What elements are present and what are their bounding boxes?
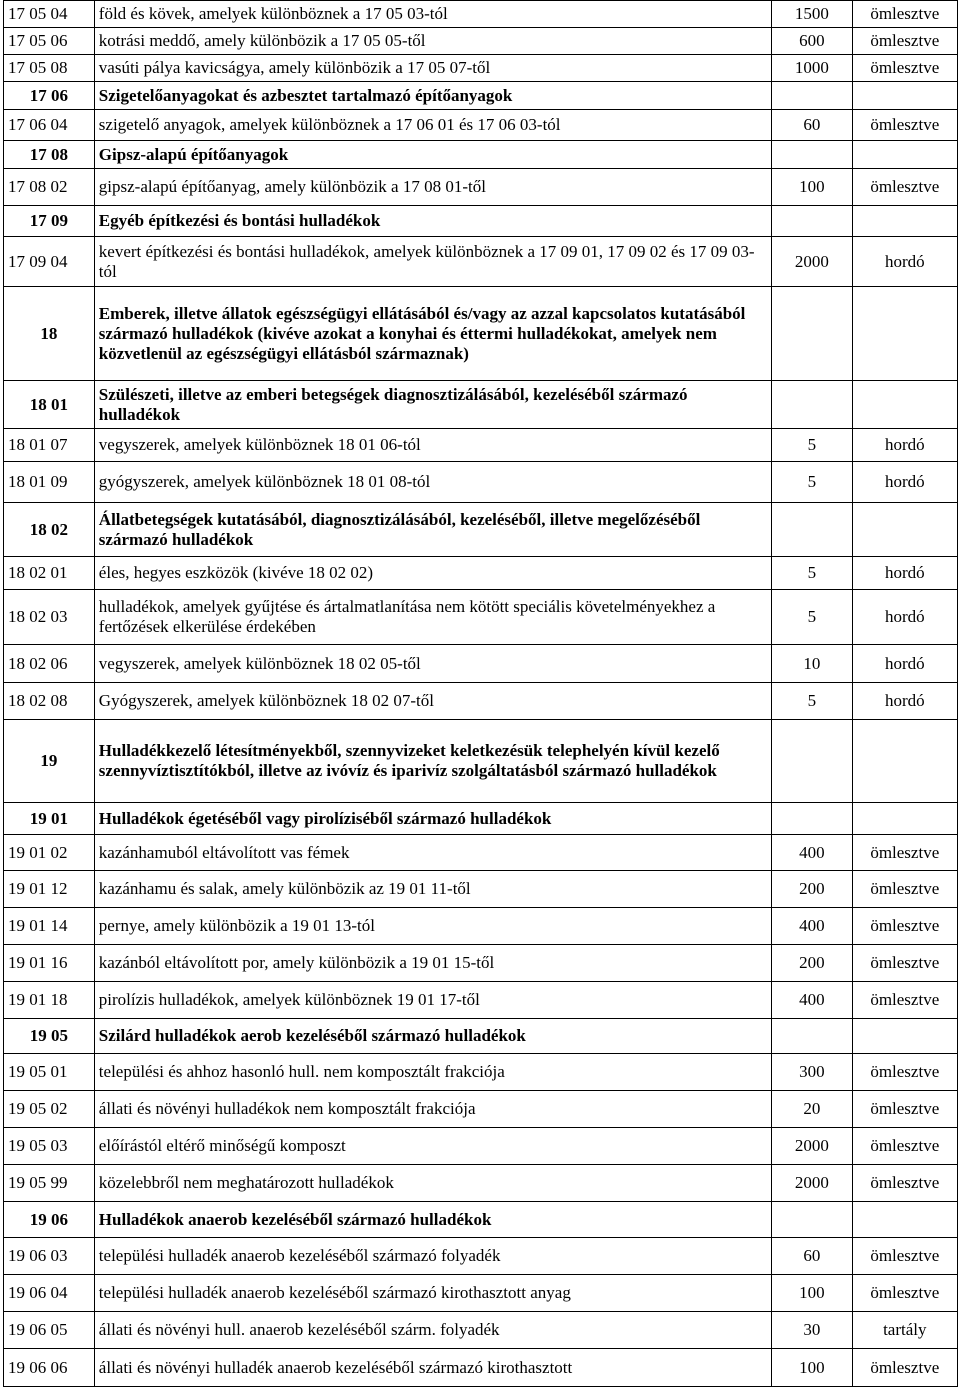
storage-unit: hordó <box>852 683 957 720</box>
waste-code: 19 05 03 <box>4 1128 95 1165</box>
waste-quantity: 10 <box>772 645 852 683</box>
waste-table-body <box>4 1 958 1387</box>
waste-item-row <box>4 1312 958 1349</box>
waste-description: Egyéb építkezési és bontási hulladékok <box>94 206 771 237</box>
storage-unit <box>852 206 957 237</box>
waste-quantity: 5 <box>772 557 852 590</box>
storage-unit <box>852 82 957 110</box>
storage-unit: ömlesztve <box>852 55 957 82</box>
category-header-row <box>4 206 958 237</box>
waste-code: 19 <box>4 720 95 803</box>
waste-item-row <box>4 945 958 982</box>
waste-quantity: 2000 <box>772 1165 852 1202</box>
waste-item-row <box>4 110 958 141</box>
storage-unit: hordó <box>852 645 957 683</box>
waste-code: 19 01 02 <box>4 835 95 871</box>
waste-code: 19 06 04 <box>4 1275 95 1312</box>
waste-description: települési hulladék anaerob kezeléséből származó kirothasztott anyag <box>94 1275 771 1312</box>
waste-description: települési hulladék anaerob kezeléséből származó folyadék <box>94 1238 771 1275</box>
storage-unit <box>852 720 957 803</box>
waste-code: 17 08 02 <box>4 169 95 206</box>
waste-code: 18 01 07 <box>4 429 95 462</box>
waste-item-row <box>4 1 958 28</box>
waste-description: állati és növényi hulladék anaerob kezeléséből származó kirothasztott <box>94 1349 771 1387</box>
waste-quantity: 100 <box>772 1349 852 1387</box>
storage-unit: ömlesztve <box>852 1275 957 1312</box>
storage-unit: tartály <box>852 1312 957 1349</box>
waste-item-row <box>4 645 958 683</box>
waste-code: 19 01 18 <box>4 982 95 1019</box>
storage-unit <box>852 803 957 835</box>
waste-quantity: 2000 <box>772 237 852 287</box>
waste-description: gyógyszerek, amelyek különböznek 18 01 08-tól <box>94 462 771 503</box>
waste-item-row <box>4 1054 958 1091</box>
waste-description: Szigetelőanyagokat és azbesztet tartalmazó építőanyagok <box>94 82 771 110</box>
waste-quantity: 400 <box>772 982 852 1019</box>
waste-description: kazánból eltávolított por, amely különbözik a 19 01 15-től <box>94 945 771 982</box>
waste-code: 18 02 03 <box>4 590 95 645</box>
waste-code: 19 05 <box>4 1019 95 1054</box>
waste-quantity: 600 <box>772 28 852 55</box>
waste-description: kazánhamuból eltávolított vas fémek <box>94 835 771 871</box>
waste-quantity: 5 <box>772 590 852 645</box>
waste-code: 19 06 05 <box>4 1312 95 1349</box>
waste-code: 18 02 <box>4 503 95 557</box>
waste-item-row <box>4 1275 958 1312</box>
waste-quantity: 60 <box>772 1238 852 1275</box>
waste-quantity <box>772 141 852 169</box>
waste-code: 18 02 01 <box>4 557 95 590</box>
waste-code: 17 05 04 <box>4 1 95 28</box>
waste-code: 19 01 14 <box>4 908 95 945</box>
storage-unit: hordó <box>852 237 957 287</box>
waste-quantity: 100 <box>772 1275 852 1312</box>
waste-quantity <box>772 803 852 835</box>
storage-unit <box>852 381 957 429</box>
waste-code: 18 <box>4 287 95 381</box>
waste-description: közelebbről nem meghatározott hulladékok <box>94 1165 771 1202</box>
waste-code: 18 02 08 <box>4 683 95 720</box>
waste-item-row <box>4 871 958 908</box>
waste-description: pernye, amely különbözik a 19 01 13-tól <box>94 908 771 945</box>
waste-description: pirolízis hulladékok, amelyek különböznek 19 01 17-től <box>94 982 771 1019</box>
waste-quantity: 2000 <box>772 1128 852 1165</box>
waste-item-row <box>4 237 958 287</box>
waste-description: hulladékok, amelyek gyűjtése és ártalmatlanítása nem kötött speciális követelményekhez a fertőzések elkerülése érdekében <box>94 590 771 645</box>
storage-unit: ömlesztve <box>852 110 957 141</box>
storage-unit: ömlesztve <box>852 28 957 55</box>
waste-description: gipsz-alapú építőanyag, amely különbözik a 17 08 01-től <box>94 169 771 206</box>
waste-item-row <box>4 1238 958 1275</box>
storage-unit: ömlesztve <box>852 1238 957 1275</box>
waste-quantity <box>772 503 852 557</box>
waste-item-row <box>4 1091 958 1128</box>
waste-quantity: 1000 <box>772 55 852 82</box>
waste-code: 17 06 04 <box>4 110 95 141</box>
waste-code: 17 09 <box>4 206 95 237</box>
waste-quantity <box>772 1019 852 1054</box>
category-header-row <box>4 503 958 557</box>
waste-code: 17 05 08 <box>4 55 95 82</box>
waste-item-row <box>4 429 958 462</box>
waste-description: kotrási meddő, amely különbözik a 17 05 05-től <box>94 28 771 55</box>
storage-unit: ömlesztve <box>852 1349 957 1387</box>
category-header-row <box>4 141 958 169</box>
waste-quantity <box>772 82 852 110</box>
storage-unit: ömlesztve <box>852 982 957 1019</box>
waste-quantity <box>772 720 852 803</box>
waste-description: vasúti pálya kavicságya, amely különbözik a 17 05 07-től <box>94 55 771 82</box>
category-header-row <box>4 1202 958 1238</box>
waste-item-row <box>4 462 958 503</box>
category-header-row <box>4 803 958 835</box>
storage-unit <box>852 287 957 381</box>
waste-item-row <box>4 1128 958 1165</box>
waste-quantity: 200 <box>772 871 852 908</box>
storage-unit: ömlesztve <box>852 1165 957 1202</box>
waste-item-row <box>4 982 958 1019</box>
waste-code: 19 06 03 <box>4 1238 95 1275</box>
waste-quantity: 400 <box>772 908 852 945</box>
waste-description: Szülészeti, illetve az emberi betegségek diagnosztizálásából, kezeléséből származó hulladékok <box>94 381 771 429</box>
category-header-row <box>4 1019 958 1054</box>
waste-item-row <box>4 557 958 590</box>
waste-quantity: 5 <box>772 462 852 503</box>
category-header-row <box>4 287 958 381</box>
waste-quantity: 1500 <box>772 1 852 28</box>
waste-code: 19 06 <box>4 1202 95 1238</box>
waste-quantity <box>772 206 852 237</box>
waste-description: szigetelő anyagok, amelyek különböznek a 17 06 01 és 17 06 03-tól <box>94 110 771 141</box>
storage-unit: hordó <box>852 557 957 590</box>
waste-item-row <box>4 169 958 206</box>
waste-item-row <box>4 835 958 871</box>
waste-code: 18 01 <box>4 381 95 429</box>
storage-unit: hordó <box>852 429 957 462</box>
storage-unit: ömlesztve <box>852 835 957 871</box>
storage-unit: ömlesztve <box>852 908 957 945</box>
waste-description: Szilárd hulladékok aerob kezeléséből származó hulladékok <box>94 1019 771 1054</box>
waste-item-row <box>4 1165 958 1202</box>
waste-description: vegyszerek, amelyek különböznek 18 01 06-tól <box>94 429 771 462</box>
waste-item-row <box>4 1349 958 1387</box>
storage-unit: ömlesztve <box>852 871 957 908</box>
waste-quantity: 400 <box>772 835 852 871</box>
storage-unit: hordó <box>852 462 957 503</box>
waste-item-row <box>4 683 958 720</box>
waste-description: vegyszerek, amelyek különböznek 18 02 05-től <box>94 645 771 683</box>
waste-code: 17 08 <box>4 141 95 169</box>
category-header-row <box>4 720 958 803</box>
waste-description: Gipsz-alapú építőanyagok <box>94 141 771 169</box>
waste-description: állati és növényi hull. anaerob kezeléséből szárm. folyadék <box>94 1312 771 1349</box>
storage-unit <box>852 1019 957 1054</box>
waste-code: 18 01 09 <box>4 462 95 503</box>
waste-description: Hulladékok anaerob kezeléséből származó hulladékok <box>94 1202 771 1238</box>
category-header-row <box>4 82 958 110</box>
waste-code: 18 02 06 <box>4 645 95 683</box>
waste-quantity: 200 <box>772 945 852 982</box>
waste-item-row <box>4 55 958 82</box>
waste-code: 17 09 04 <box>4 237 95 287</box>
waste-description: települési és ahhoz hasonló hull. nem komposztált frakciója <box>94 1054 771 1091</box>
waste-description: kevert építkezési és bontási hulladékok, amelyek különböznek a 17 09 01, 17 09 02 és 17 09 03-tól <box>94 237 771 287</box>
storage-unit: ömlesztve <box>852 1 957 28</box>
waste-description: éles, hegyes eszközök (kivéve 18 02 02) <box>94 557 771 590</box>
waste-description: Hulladékkezelő létesítményekből, szennyvizeket keletkezésük telephelyén kívül kezelő szennyvíztisztítókból, illetve az ivóvíz és iparivíz szolgáltatásból származó hulladékok <box>94 720 771 803</box>
waste-description: Gyógyszerek, amelyek különböznek 18 02 07-től <box>94 683 771 720</box>
waste-description: Emberek, illetve állatok egészségügyi ellátásából és/vagy az azzal kapcsolatos kutatásából származó hulladékok (kivéve azokat a konyhai és éttermi hulladékokat, amelyek nem közvetlenül az egészségügyi ellátásból származnak) <box>94 287 771 381</box>
waste-description: előírástól eltérő minőségű komposzt <box>94 1128 771 1165</box>
waste-code: 17 06 <box>4 82 95 110</box>
waste-quantity: 300 <box>772 1054 852 1091</box>
waste-description: kazánhamu és salak, amely különbözik az 19 01 11-től <box>94 871 771 908</box>
waste-quantity: 5 <box>772 683 852 720</box>
waste-code: 17 05 06 <box>4 28 95 55</box>
storage-unit <box>852 1202 957 1238</box>
storage-unit: ömlesztve <box>852 169 957 206</box>
waste-code: 19 05 99 <box>4 1165 95 1202</box>
storage-unit: ömlesztve <box>852 1091 957 1128</box>
waste-code: 19 05 02 <box>4 1091 95 1128</box>
storage-unit: ömlesztve <box>852 1054 957 1091</box>
waste-description: föld és kövek, amelyek különböznek a 17 05 03-tól <box>94 1 771 28</box>
waste-code: 19 01 16 <box>4 945 95 982</box>
storage-unit <box>852 503 957 557</box>
waste-description: állati és növényi hulladékok nem komposztált frakciója <box>94 1091 771 1128</box>
storage-unit <box>852 141 957 169</box>
waste-code: 19 06 06 <box>4 1349 95 1387</box>
waste-item-row <box>4 908 958 945</box>
waste-quantity: 5 <box>772 429 852 462</box>
category-header-row <box>4 381 958 429</box>
waste-quantity <box>772 381 852 429</box>
waste-item-row <box>4 590 958 645</box>
waste-quantity: 60 <box>772 110 852 141</box>
waste-quantity: 100 <box>772 169 852 206</box>
storage-unit: ömlesztve <box>852 945 957 982</box>
waste-quantity: 20 <box>772 1091 852 1128</box>
waste-code: 19 05 01 <box>4 1054 95 1091</box>
waste-table <box>3 0 958 1387</box>
waste-item-row <box>4 28 958 55</box>
waste-description: Hulladékok égetéséből vagy pirolíziséből származó hulladékok <box>94 803 771 835</box>
waste-quantity <box>772 1202 852 1238</box>
storage-unit: ömlesztve <box>852 1128 957 1165</box>
waste-code: 19 01 12 <box>4 871 95 908</box>
waste-quantity <box>772 287 852 381</box>
waste-quantity: 30 <box>772 1312 852 1349</box>
waste-description: Állatbetegségek kutatásából, diagnosztizálásából, kezeléséből, illetve megelőzéséből származó hulladékok <box>94 503 771 557</box>
storage-unit: hordó <box>852 590 957 645</box>
waste-code: 19 01 <box>4 803 95 835</box>
